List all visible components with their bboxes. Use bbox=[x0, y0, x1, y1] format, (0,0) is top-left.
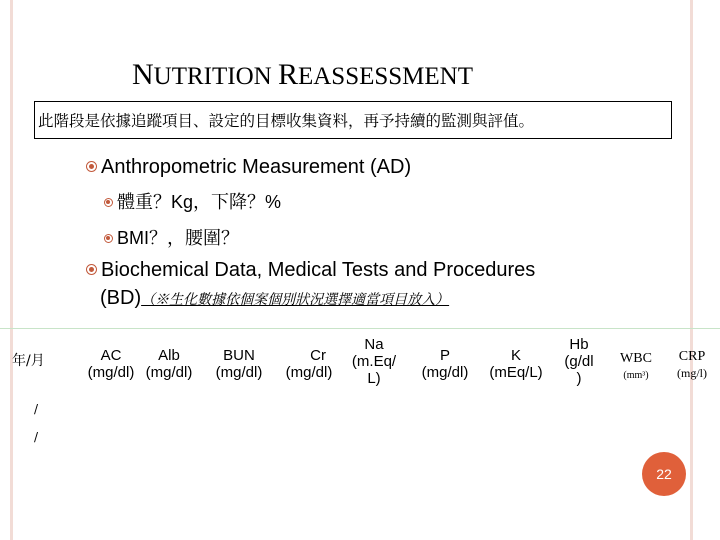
weight-label: 體重？Kg，下降？% bbox=[117, 192, 282, 212]
ad-label: Anthropometric Measurement (AD) bbox=[101, 156, 412, 178]
table-row-header: 年/月 bbox=[12, 353, 45, 369]
slide-subtitle: 此階段是依據追蹤項目、設定的目標收集資料，再予持續的監測與評值。 bbox=[38, 112, 535, 130]
bullet-ad bbox=[86, 156, 411, 179]
col-p: P (mg/dl) bbox=[421, 347, 469, 381]
slide-title: NUTRITION REASSESSMENT bbox=[132, 58, 474, 91]
col-wbc: WBC (mm³) bbox=[620, 351, 652, 381]
bd-line-2 bbox=[100, 287, 449, 310]
bullet-icon bbox=[104, 198, 113, 207]
bullet-bmi bbox=[104, 224, 239, 250]
col-crp: CRP (mg/l) bbox=[677, 349, 707, 380]
col-bun: BUN (mg/dl) bbox=[215, 347, 263, 381]
col-na: Na (m.Eq/ L) bbox=[351, 336, 397, 387]
page-number: 22 bbox=[656, 466, 672, 482]
bullet-icon bbox=[86, 264, 97, 275]
bullet-bd bbox=[86, 259, 535, 282]
table-row: / bbox=[34, 430, 39, 444]
bullet-icon bbox=[104, 234, 113, 243]
slide-frame-left bbox=[10, 0, 13, 540]
bd-label: Biochemical Data, Medical Tests and Procedures bbox=[101, 259, 536, 281]
bd-abbrev: (BD) bbox=[100, 287, 142, 309]
bullet-icon bbox=[86, 161, 97, 172]
col-hb: Hb (g/dl ) bbox=[564, 336, 594, 387]
slide-frame-right bbox=[690, 0, 693, 540]
bullet-weight bbox=[104, 188, 281, 214]
col-k: K (mEq/L) bbox=[489, 347, 543, 381]
col-cr: Cr (mg/dl) bbox=[285, 347, 333, 381]
col-alb: Alb (mg/dl) bbox=[145, 347, 193, 381]
table-row: / bbox=[34, 402, 39, 416]
bd-note: （※生化數據依個案個別狀況選擇適當項目放入） bbox=[141, 292, 450, 308]
page-number-badge bbox=[642, 452, 686, 496]
col-ac: AC (mg/dl) bbox=[87, 347, 135, 381]
bmi-label: BMI？，腰圍？ bbox=[117, 228, 240, 248]
